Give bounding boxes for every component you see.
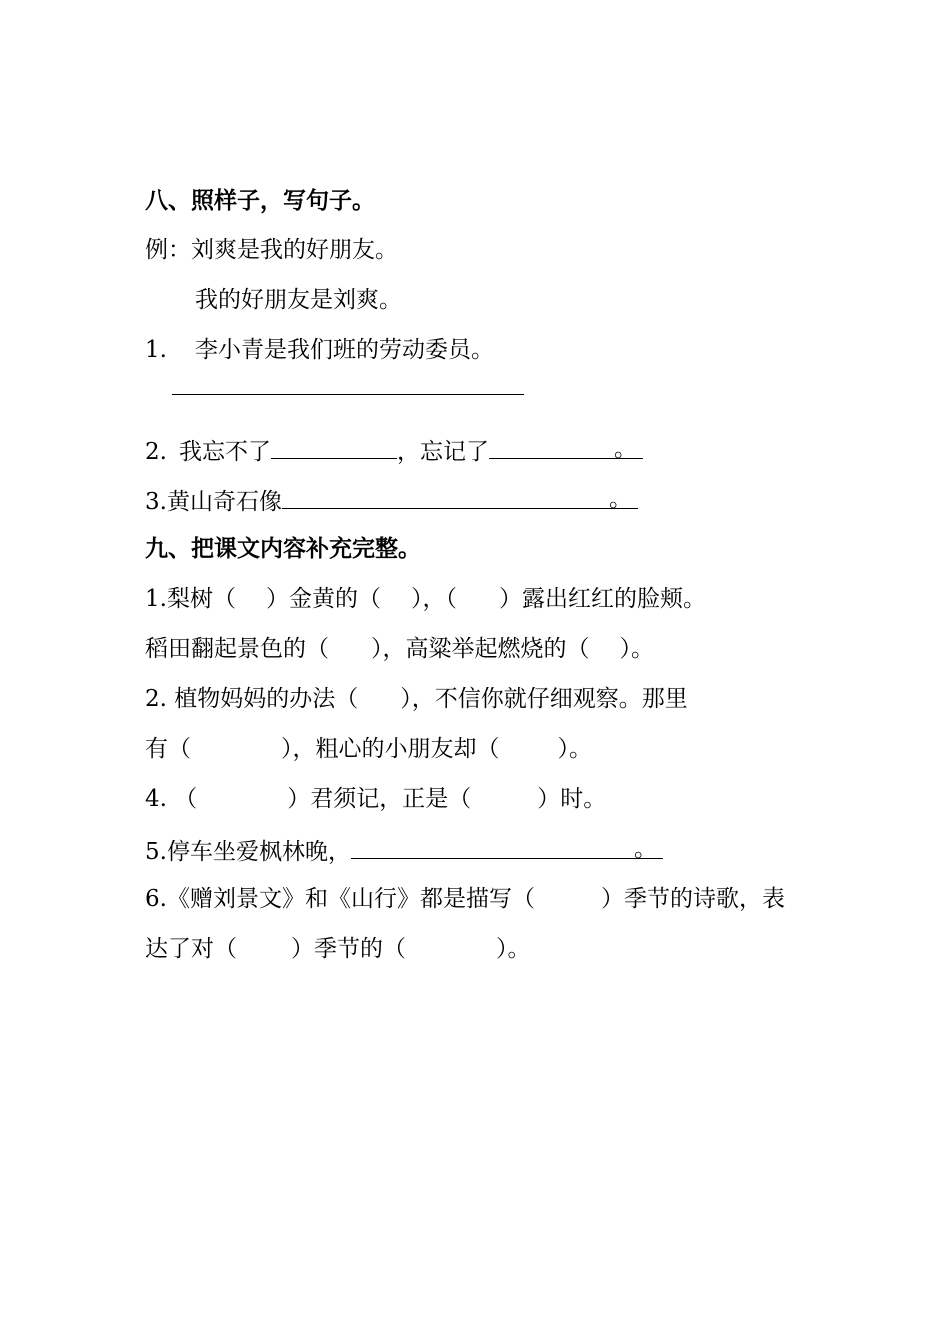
fill-line-2 — [145, 634, 654, 664]
fill-text: 达了对（ — [145, 936, 237, 962]
fill-text: ）。 — [619, 636, 654, 662]
fill-line-6 — [145, 834, 663, 867]
fill-text: ），不信你就仔细观察。那里 — [400, 686, 688, 712]
fill-line-7 — [145, 884, 785, 914]
question-3-text: 3.黄山奇石像 — [145, 489, 282, 515]
fill-text: ），粗心的小朋友却（ — [281, 736, 500, 762]
answer-blank-2a[interactable] — [271, 434, 397, 459]
fill-line-8 — [145, 934, 531, 964]
fill-text: ）露出红红的脸颊。 — [498, 586, 706, 612]
fill-text: 有（ — [145, 736, 191, 762]
fill-text: ）君须记，正是（ — [287, 786, 472, 812]
fill-text: 1.梨树（ — [145, 586, 236, 612]
fill-line-5 — [145, 784, 606, 814]
fill-end: 。 — [633, 836, 657, 862]
fill-text: 5.停车坐爱枫林晚， — [145, 839, 351, 865]
question-2-part-a: 我忘不了 — [178, 439, 271, 465]
answer-blank-poem[interactable] — [351, 834, 663, 862]
fill-text: ）季节的（ — [291, 936, 406, 962]
fill-text: 稻田翻起景色的（ — [145, 636, 329, 662]
fill-text: 2. 植物妈妈的办法（ — [145, 686, 359, 712]
section-9-title: 九、把课文内容补充完整。 — [145, 536, 421, 562]
fill-text: 4. （ — [145, 786, 198, 812]
answer-blank-3[interactable] — [282, 484, 638, 512]
fill-text: ）。 — [557, 736, 592, 762]
question-1-text: 李小青是我们班的劳动委员。 — [194, 337, 494, 363]
question-1-number: 1. — [145, 337, 167, 363]
fill-text: ），（ — [410, 586, 457, 612]
fill-text: 6.《赠刘景文》和《山行》都是描写（ — [145, 886, 535, 912]
fill-text: ），高粱举起燃烧的（ — [371, 636, 590, 662]
fill-text: ）金黄的（ — [265, 586, 381, 612]
fill-text: ）。 — [496, 936, 531, 962]
question-2-part-b: ，忘记了 — [396, 439, 489, 465]
question-2-end: 。 — [613, 436, 637, 462]
example-sentence-2: 我的好朋友是刘爽。 — [195, 287, 402, 313]
fill-text: ）时。 — [537, 786, 607, 812]
fill-line-1 — [145, 584, 706, 614]
fill-line-4 — [145, 734, 592, 764]
question-1 — [145, 335, 494, 365]
fill-line-3 — [145, 684, 688, 714]
question-3 — [145, 484, 638, 517]
example-sentence-1: 例：刘爽是我的好朋友。 — [145, 237, 398, 263]
question-3-end: 。 — [608, 486, 632, 512]
fill-text: ）季节的诗歌，表 — [600, 886, 785, 912]
answer-blank-2b[interactable] — [489, 434, 643, 462]
question-2-number: 2. — [145, 439, 167, 465]
answer-line-1[interactable] — [172, 394, 524, 395]
section-8-title: 八、照样子，写句子。 — [145, 188, 375, 214]
question-2 — [145, 434, 643, 467]
